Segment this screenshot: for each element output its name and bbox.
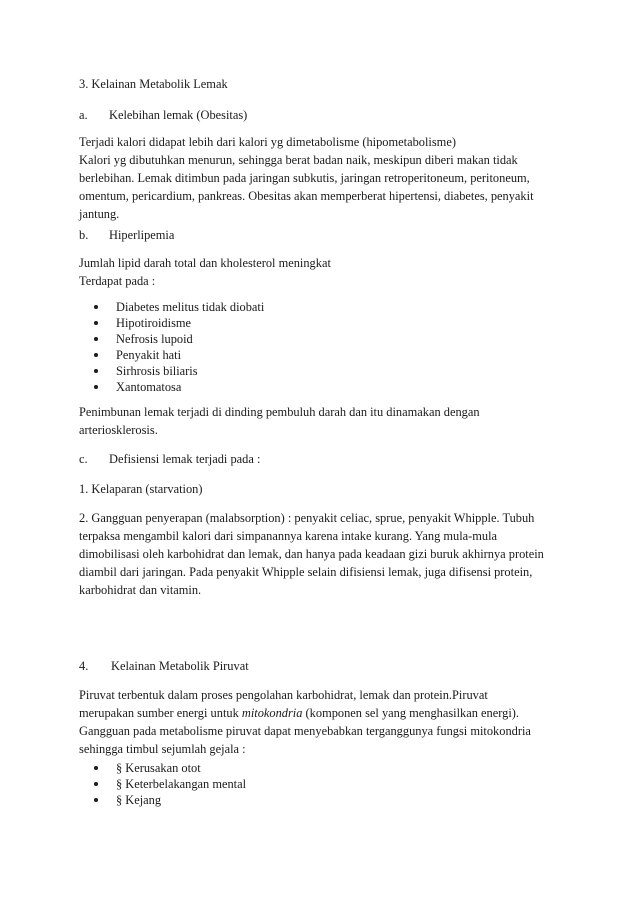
gangguan-penyerapan-paragraph	[79, 509, 544, 599]
list-item: Xantomatosa	[94, 379, 264, 395]
arteriosklerosis-paragraph	[79, 403, 480, 439]
paragraph-line: merupakan sumber energi untuk mitokondria (komponen sel yang menghasilkan energi).	[79, 706, 520, 720]
subsection-title: Defisiensi lemak terjadi pada :	[109, 452, 261, 466]
paragraph-line: arteriosklerosis.	[79, 423, 158, 437]
paragraph-line: Penimbunan lemak terjadi di dinding pembuluh darah dan itu dinamakan dengan	[79, 405, 480, 419]
subsection-b-heading	[79, 226, 174, 244]
hiperlipemia-intro	[79, 254, 331, 290]
list-item: Diabetes melitus tidak diobati	[94, 299, 264, 315]
paragraph-line: Piruvat terbentuk dalam proses pengolahan karbohidrat, lemak dan protein.Piruvat	[79, 688, 488, 702]
paragraph-line: Terdapat pada :	[79, 274, 156, 288]
piruvat-paragraph	[79, 686, 531, 758]
bullet-icon	[94, 766, 98, 770]
subsection-label: c.	[79, 452, 88, 466]
paragraph-line: Gangguan pada metabolisme piruvat dapat menyebabkan terganggunya fungsi mitokondria	[79, 724, 531, 738]
italic-term: mitokondria	[241, 706, 303, 720]
bullet-icon	[94, 798, 98, 802]
subsection-title: Hiperlipemia	[109, 228, 175, 242]
piruvat-symptom-list	[94, 760, 246, 808]
section-title: Kelainan Metabolik Piruvat	[111, 659, 249, 673]
kelaparan-item	[79, 480, 203, 498]
section-3-heading	[79, 75, 228, 93]
list-item: Penyakit hati	[94, 347, 264, 363]
list-item: Sirhrosis biliaris	[94, 363, 264, 379]
paragraph-line: Terjadi kalori didapat lebih dari kalori yg dimetabolisme (hipometabolisme)	[79, 135, 456, 149]
subsection-title: Kelebihan lemak (Obesitas)	[109, 108, 248, 122]
heading-text: 3. Kelainan Metabolik Lemak	[79, 77, 228, 91]
paragraph-line: 1. Kelaparan (starvation)	[79, 482, 203, 496]
bullet-icon	[94, 385, 98, 389]
list-item: § Kejang	[94, 792, 246, 808]
hiperlipemia-list	[94, 299, 264, 395]
bullet-icon	[94, 782, 98, 786]
paragraph-line: berlebihan. Lemak ditimbun pada jaringan subkutis, jaringan retroperitoneum, peritoneum,	[79, 171, 530, 185]
subsection-label: a.	[79, 108, 88, 122]
section-label: 4.	[79, 659, 89, 673]
subsection-a-heading	[79, 106, 247, 124]
subsection-c-heading	[79, 450, 260, 468]
paragraph-line: Jumlah lipid darah total dan kholesterol meningkat	[79, 256, 331, 270]
bullet-icon	[94, 353, 98, 357]
paragraph-line: dimobilisasi oleh karbohidrat dan lemak, dan hanya pada keadaan gizi buruk akhirnya protein	[79, 547, 544, 561]
paragraph-line: 2. Gangguan penyerapan (malabsorption) : penyakit celiac, sprue, penyakit Whipple. Tubuh	[79, 511, 535, 525]
paragraph-line: terpaksa mengambil kalori dari simpanannya karena intake kurang. Yang mula-mula	[79, 529, 498, 543]
section-4-heading	[79, 657, 249, 675]
list-item: Hipotiroidisme	[94, 315, 264, 331]
bullet-icon	[94, 305, 98, 309]
paragraph-line: sehingga timbul sejumlah gejala :	[79, 742, 246, 756]
bullet-icon	[94, 321, 98, 325]
bullet-icon	[94, 337, 98, 341]
list-item: § Kerusakan otot	[94, 760, 246, 776]
paragraph-line: Kalori yg dibutuhkan menurun, sehingga berat badan naik, meskipun diberi makan tidak	[79, 153, 518, 167]
paragraph-line: diambil dari jaringan. Pada penyakit Whipple selain difisiensi lemak, juga difisensi protein,	[79, 565, 533, 579]
subsection-label: b.	[79, 228, 89, 242]
list-item: Nefrosis lupoid	[94, 331, 264, 347]
paragraph-line: jantung.	[79, 207, 120, 221]
bullet-icon	[94, 369, 98, 373]
paragraph-line: omentum, pericardium, pankreas. Obesitas akan memperberat hipertensi, diabetes, penyakit	[79, 189, 534, 203]
obesitas-paragraph	[79, 133, 534, 223]
paragraph-line: karbohidrat dan vitamin.	[79, 583, 202, 597]
list-item: § Keterbelakangan mental	[94, 776, 246, 792]
